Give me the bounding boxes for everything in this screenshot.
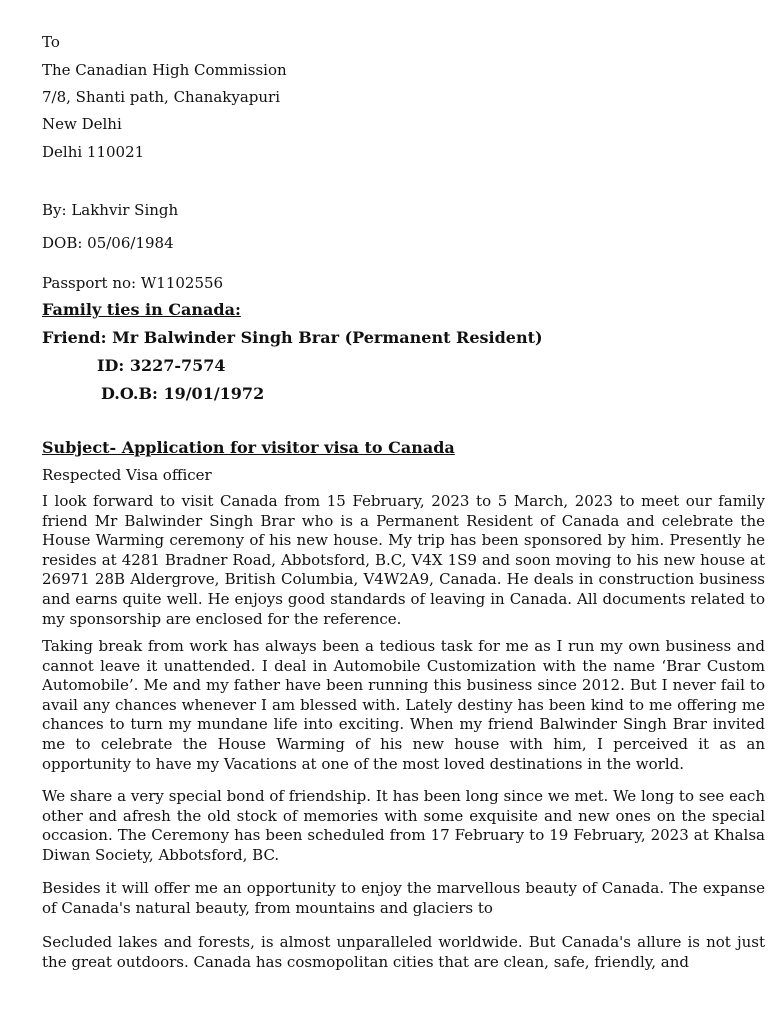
address-organization: The Canadian High Commission xyxy=(42,61,287,79)
friend-id: ID: 3227-7574 xyxy=(97,356,226,375)
address-city: New Delhi xyxy=(42,115,122,133)
salutation: Respected Visa officer xyxy=(42,466,212,484)
address-postal: Delhi 110021 xyxy=(42,143,145,161)
paragraph-beauty: Besides it will offer me an opportunity to enjoy the marvellous beauty of Canada. The expanse of Canada's natural beauty, from mountains and glaciers to xyxy=(42,879,765,917)
applicant-dob: DOB: 05/06/1984 xyxy=(42,234,174,252)
subject-line: Subject- Application for visitor visa to Canada xyxy=(42,438,455,457)
applicant-passport: Passport no: W1102556 xyxy=(42,274,224,292)
friend-name: Friend: Mr Balwinder Singh Brar (Permanent Resident) xyxy=(42,328,543,347)
applicant-name: By: Lakhvir Singh xyxy=(42,201,179,219)
paragraph-business: Taking break from work has always been a tedious task for me as I run my own business and cannot leave it unattended. I deal in Automobile Customization with the name ‘Brar Custom Automobile’. Me and my father have been running this business since 2012. But I never fail to avail any chances whenever I am blessed with. Lately destiny has been kind to me offering me chances to turn my mundane life into exciting. When my friend Balwinder Singh Brar invited me to celebrate the House Warming of his new house with him, I perceived it as an opportunity to have my Vacations at one of the most loved destinations in the world. xyxy=(42,637,765,773)
paragraph-friendship: We share a very special bond of friendship. It has been long since we met. We long to see each other and afresh the old stock of memories with some exquisite and new ones on the special occasion. The Ceremony has been scheduled from 17 February to 19 February, 2023 at Khalsa Diwan Society, Abbotsford, BC. xyxy=(42,787,765,864)
address-to: To xyxy=(42,33,60,51)
family-ties-heading: Family ties in Canada: xyxy=(42,300,241,319)
paragraph-visit: I look forward to visit Canada from 15 February, 2023 to 5 March, 2023 to meet our family friend Mr Balwinder Singh Brar who is a Permanent Resident of Canada and celebrate the House Warming ceremony of his new house. My trip has been sponsored by him. Presently he resides at 4281 Bradner Road, Abbotsford, B.C, V4X 1S9 and soon moving to his new house at 26971 28B Aldergrove, British Columbia, V4W2A9, Canada. He deals in construction business and earns quite well. He enjoys good standards of leaving in Canada. All documents related to my sponsorship are enclosed for the reference. xyxy=(42,492,765,628)
paragraph-lakes: Secluded lakes and forests, is almost unparalleled worldwide. But Canada's allure is not just the great outdoors. Canada has cosmopolitan cities that are clean, safe, friendly, and xyxy=(42,933,765,971)
friend-dob: D.O.B: 19/01/1972 xyxy=(101,384,265,403)
address-street: 7/8, Shanti path, Chanakyapuri xyxy=(42,88,281,106)
